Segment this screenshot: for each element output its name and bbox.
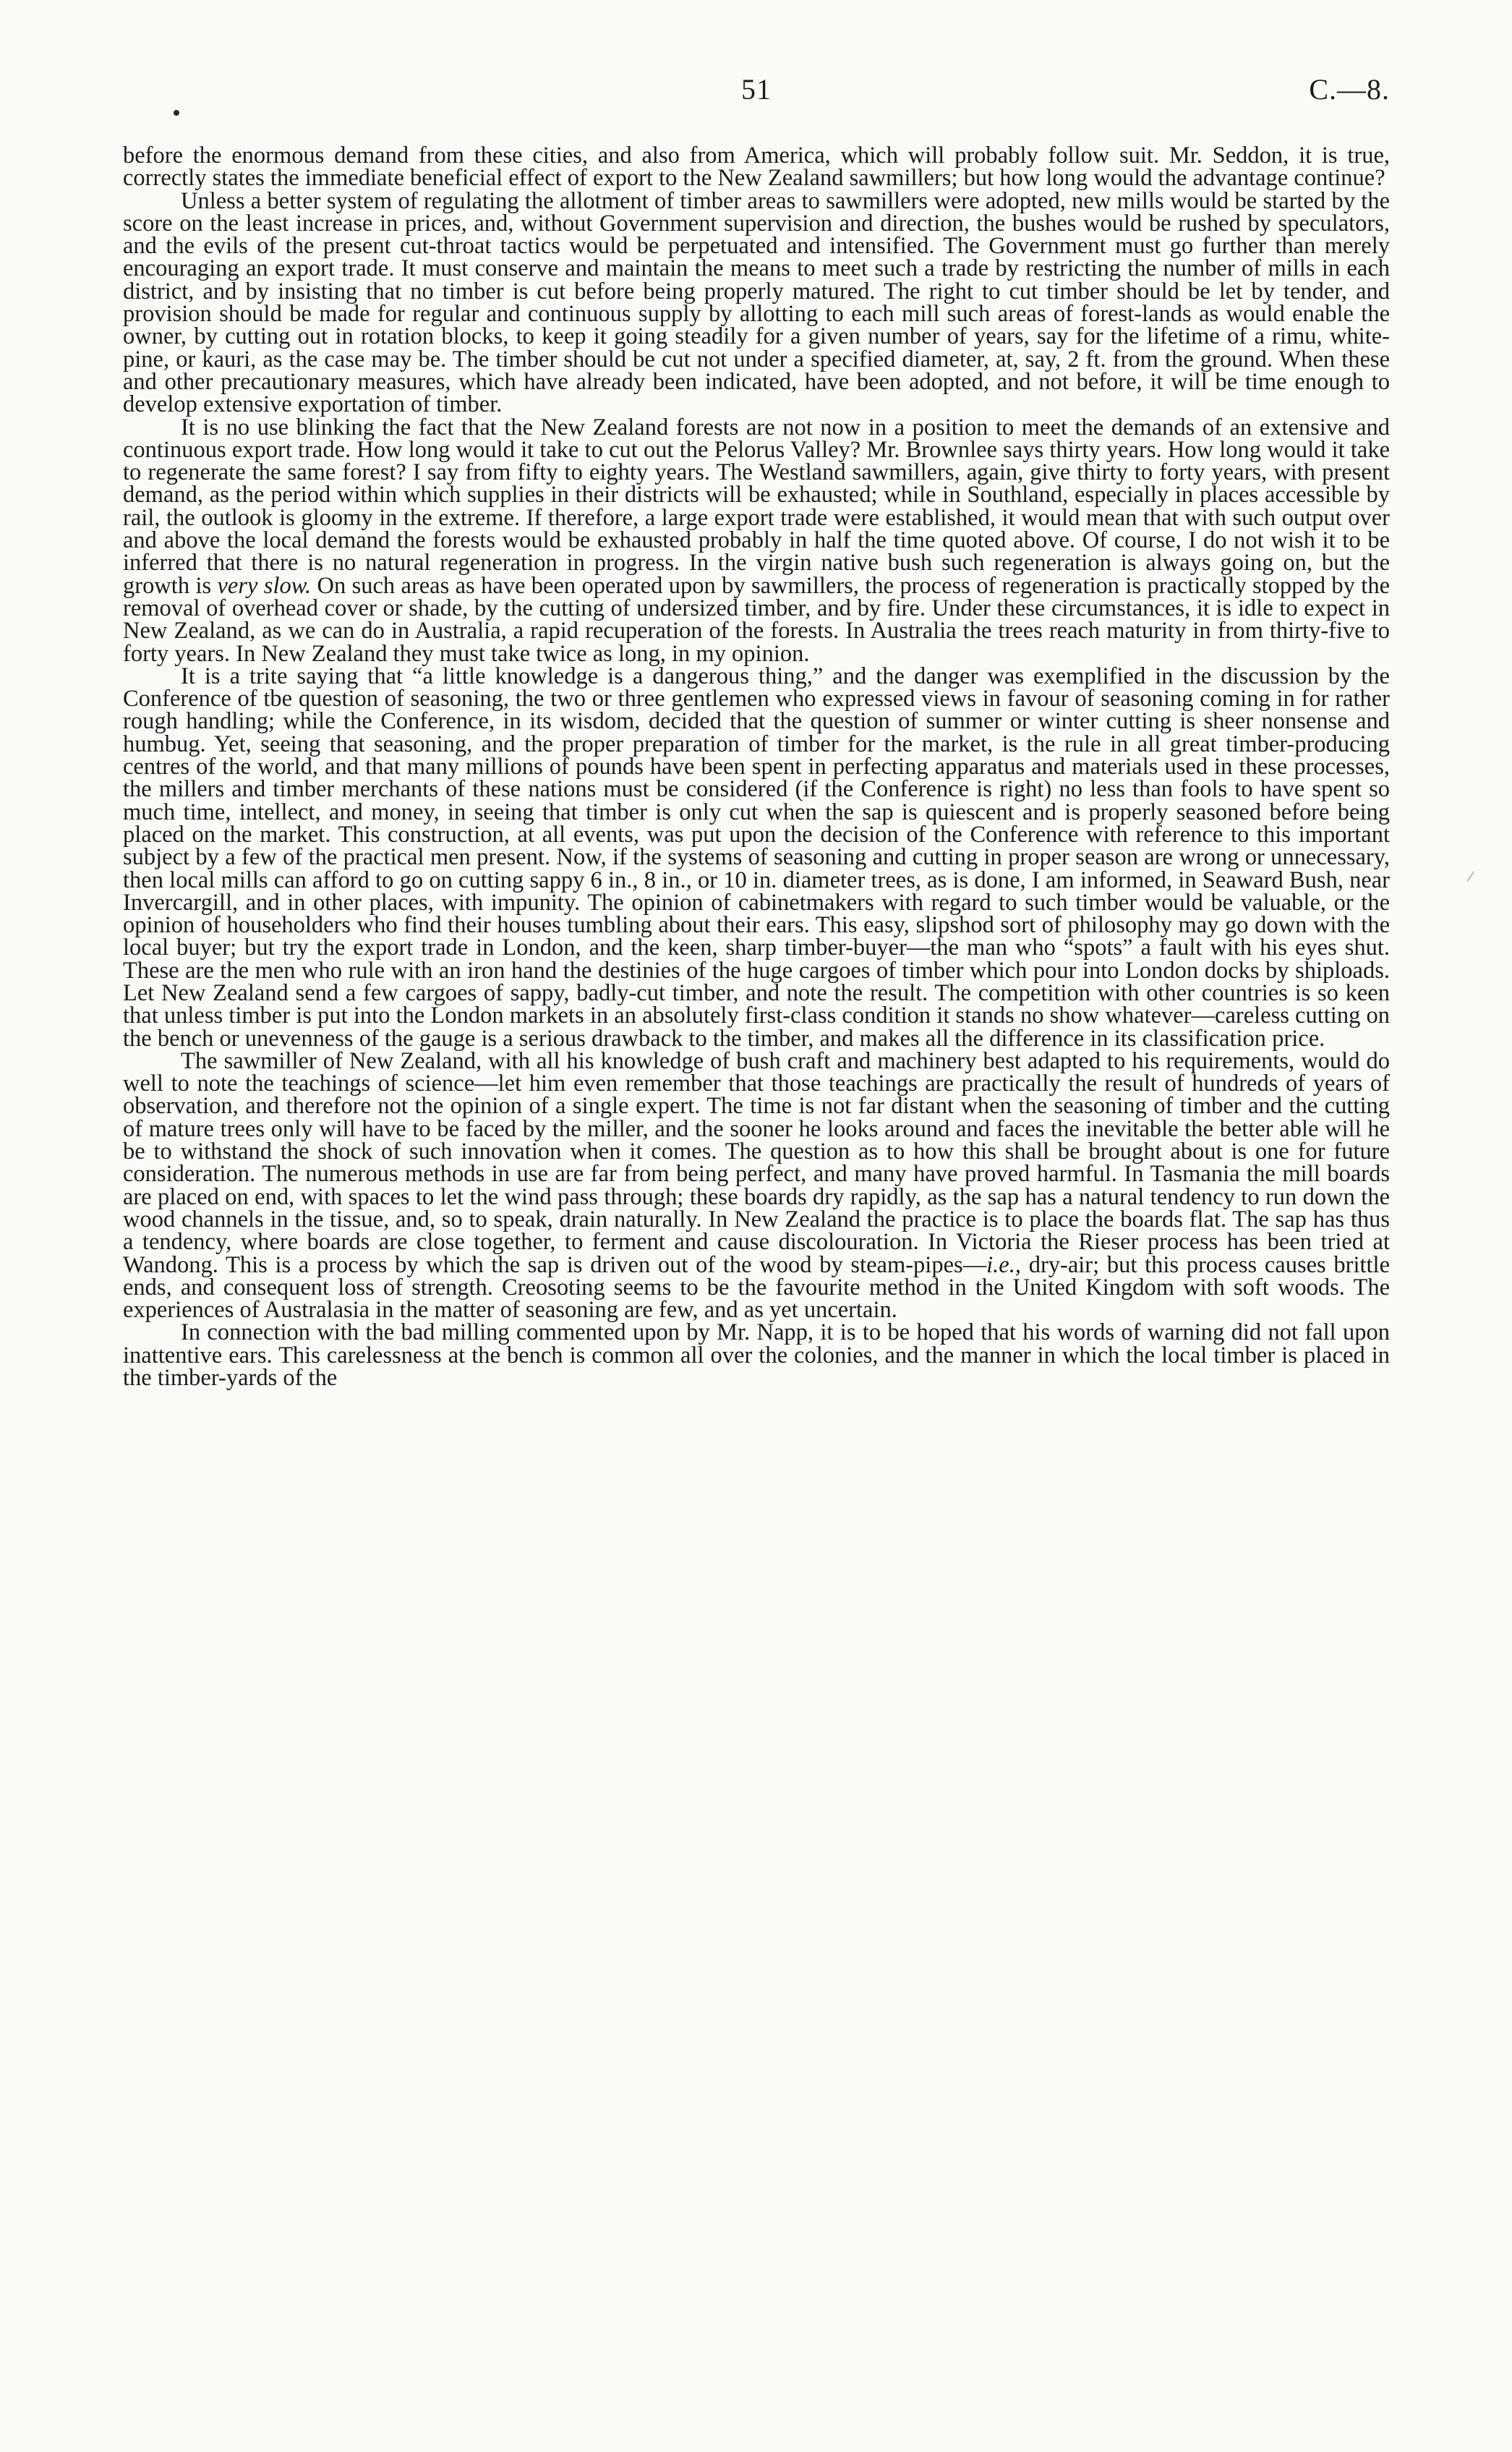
page-header bbox=[123, 72, 1390, 116]
paragraph-5-text-b: dry-air; but this process causes brittle ends, and consequent loss of strength. Creosoting seems to be the favourite method in the United Kingdom with soft woods. The experiences of Australasia in the matter of seasoning are few, and as yet uncertain. bbox=[123, 1251, 1391, 1324]
paragraph-3-emphasis: very slow. bbox=[217, 572, 312, 599]
paragraph-1-text: before the enormous demand from these cities, and also from America, which will probably follow suit. Mr. Seddon, it is true, correctly states the immediate beneficial effect of export to the New Zealand sawmillers; but how long would the advantage continue? bbox=[123, 142, 1390, 192]
body-text bbox=[123, 142, 1391, 1392]
paragraph-2 bbox=[123, 187, 1390, 418]
paragraph-5-text-a: The sawmiller of New Zealand, with all his knowledge of bush craft and machinery best adapted to his requirements, would do well to note the teachings of science—let him even remember that those teachings are practically the result of hundreds of years of observation, and therefore not the opinion of a single expert. The time is not far distant when the seasoning of timber and the cutting of mature trees only will have to be faced by the miller, and the sooner he looks around and faces the inevitable the better able will he be to withstand the shock of such innovation when it comes. The question as to how this shall be brought about is one for future consideration. The numerous methods in use are far from being perfect, and many have proved harmful. In Tasmania the mill boards are placed on end, with spaces to let the wind pass through; these boards dry rapidly, as the sap has a natural tendency to run down the wood channels in the tissue, and, so to speak, drain naturally. In New Zealand the practice is to place the boards flat. The sap has thus a tendency, where boards are close together, to ferment and cause discolouration. In Victoria the Rieser process has been tried at Wandong. This is a process by which the sap is driven out of the wood by steam-pipes— bbox=[123, 1047, 1390, 1278]
paragraph-5-emphasis: i.e., bbox=[986, 1251, 1021, 1278]
paragraph-1 bbox=[123, 142, 1390, 192]
paragraph-4-text: It is a trite saying that “a little knowledge is a dangerous thing,” and the danger was exemplified in the discussion by the Conference of tbe question of seasoning, the two or three gentlemen who expressed views in favour of seasoning coming in for rather rough handling; while the Conference, in its wisdom, decided that the question of summer or winter cutting is sheer nonsense and humbug. Yet, seeing that seasoning, and the proper preparation of timber for the market, is the rule in all great timber-producing centres of the world, and that many millions of pounds have been spent in perfecting apparatus and materials used in these processes, the millers and timber merchants of these nations must be considered (if the Conference is right) no less than fools to have spent so much time, intellect, and money, in seeing that timber is only cut when the sap is quiescent and is properly seasoned before being placed on the market. This construction, at all events, was put upon the decision of the Conference with reference to this important subject by a few of the practical men present. Now, if the systems of seasoning and cutting in proper season are wrong or unnecessary, then local mills can afford to go on cutting sappy 6 in., 8 in., or 10 in. diameter trees, as is done, I am informed, in Seaward Bush, near Invercargill, and in other places, with impunity. The opinion of cabinetmakers with regard to such timber would be valuable, or the opinion of householders who find their houses tumbling about their ears. This easy, slipshod sort of philosophy may go down with the local buyer; but try the export trade in London, and the keen, sharp timber-buyer—the man who “spots” a fault with his eyes shut. These are the men who rule with an iron hand the destinies of the huge cargoes of timber which pour into London docks by shiploads. Let New Zealand send a few cargoes of sappy, badly-cut timber, and note the result. The competition with other countries is so keen that unless timber is put into the London markets in an absolutely first-class condition it stands no show whatever—careless cutting on the bench or unevenness of the gauge is a serious drawback to the timber, and makes all the difference in its classification price. bbox=[123, 663, 1390, 1052]
paragraph-3 bbox=[123, 414, 1391, 667]
paragraph-5 bbox=[123, 1047, 1391, 1324]
paragraph-2-text: Unless a better system of regulating the allotment of timber areas to sawmillers were adopted, new mills would be started by the score on the least increase in prices, and, without Government supervision and direction, the bushes would be rushed by speculators, and the evils of the present cut-throat tactics would be perpetuated and intensified. The Government must go further than merely encouraging an export trade. It must conserve and maintain the means to meet such a trade by restricting the number of mills in each district, and by insisting that no timber is cut before being properly matured. The right to cut timber should be let by tender, and provision should be made for regular and continuous supply by allotting to each mill such areas of forest-lands as would enable the owner, by cutting out in rotation blocks, to keep it going steadily for a given number of years, say for the lifetime of a rimu, white-pine, or kauri, as the case may be. The timber should be cut not under a specified diameter, at, say, 2 ft. from the ground. When these and other precautionary measures, which have already been indicated, have been adopted, and not before, it will be time enough to develop extensive exportation of timber. bbox=[123, 187, 1390, 418]
paragraph-6 bbox=[123, 1319, 1390, 1392]
margin-mark bbox=[1466, 872, 1479, 885]
paragraph-3-text-a: It is no use blinking the fact that the New Zealand forests are not now in a position to meet the demands of an extensive and continuous export trade. How long would it take to cut out the Pelorus Valley? Mr. Brownlee says thirty years. How long would it take to regenerate the same forest? I say from fifty to eighty years. The Westland sawmillers, again, give thirty to forty years, with present demand, as the period within which supplies in their districts will be exhausted; while in Southland, especially in places accessible by rail, the outlook is gloomy in the extreme. If therefore, a large export trade were established, it would mean that with such output over and above the local demand the forests would be exhausted probably in half the time quoted above. Of course, I do not wish it to be inferred that there is no natural regeneration in progress. In the virgin native bush such regeneration is always going on, but the growth is bbox=[123, 414, 1390, 599]
ink-dot bbox=[174, 110, 179, 116]
paragraph-4 bbox=[123, 665, 1390, 1050]
paragraph-3-text-b: On such areas as have been operated upon by sawmillers, the process of regeneration is practically stopped by the removal of overhead cover or shade, by the cutting of undersized timber, and by fire. Under these circumstances, it is idle to expect in New Zealand, as we can do in Australia, a rapid recuperation of the forests. In Australia the trees reach maturity in from thirty-five to forty years. In New Zealand they must take twice as long, in my opinion. bbox=[123, 572, 1391, 667]
paragraph-6-text: In connection with the bad milling commented upon by Mr. Napp, it is to be hoped that his words of warning did not fall upon inattentive ears. This carelessness at the bench is common all over the colonies, and the manner in which the local timber is placed in the timber-yards of the bbox=[123, 1319, 1390, 1392]
document-reference: C.—8. bbox=[1309, 73, 1390, 106]
page-number: 51 bbox=[741, 73, 772, 106]
